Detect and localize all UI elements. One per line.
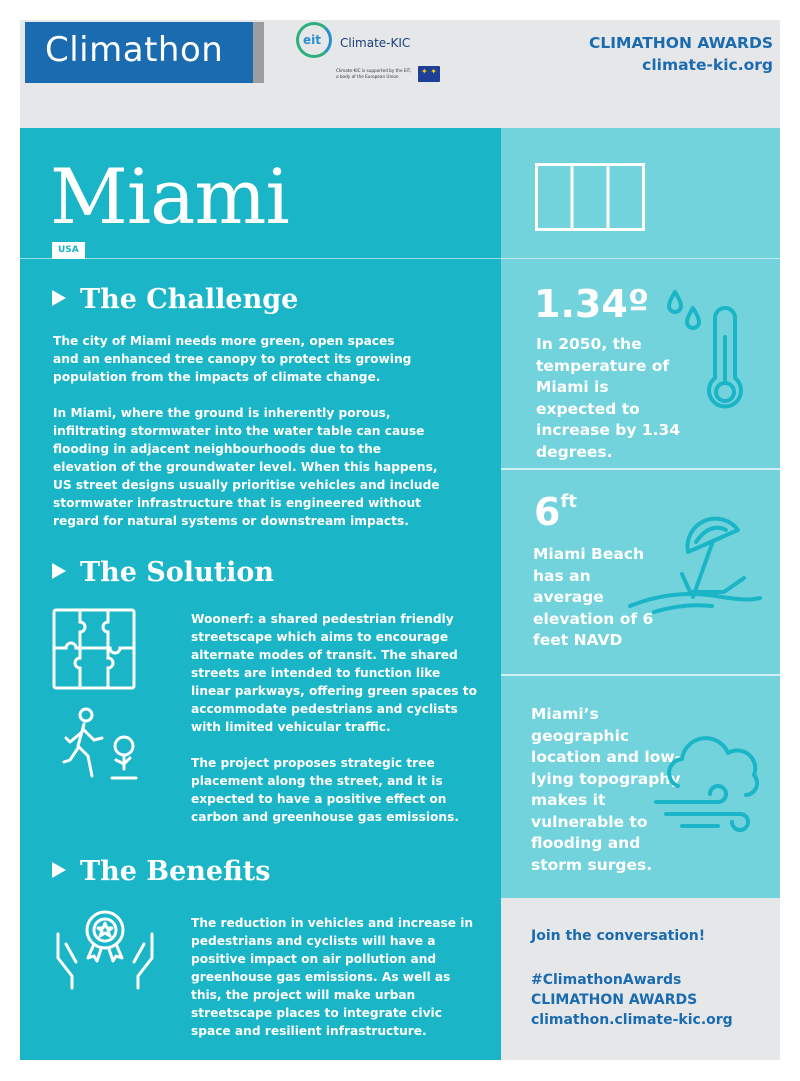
challenge-paragraph-2: In Miami, where the ground is inherently porous, infiltrating stormwater into the water table can cause flooding in adjacent neighbourhoods due to the elevation of the groundwater level. When this happens, US street designs usually prioritise vehicles and include stormwater infrastructure that is engineered without regard for natural systems or downstream impacts. xyxy=(53,406,440,528)
join-hashtag xyxy=(531,970,733,1030)
award-hands-icon xyxy=(50,904,160,990)
solution-paragraph-1: Woonerf: a shared pedestrian friendly streetscape which aims to encourage alternate modes of transit. The shared streets are intended to function like linear parkways, offering green spaces to accommodate pedestrians and cyclists with limited vehicular traffic. xyxy=(191,612,477,734)
stat-elevation-value: $6^{ft}$ xyxy=(534,490,577,534)
climathon-logo xyxy=(25,22,253,83)
header-site-link[interactable]: climate-kic.org xyxy=(642,56,773,74)
triangle-bullet-icon xyxy=(52,563,66,579)
triangle-bullet-icon xyxy=(52,290,66,306)
pedestrian-tree-icon xyxy=(62,706,142,786)
stat-elevation-text: Miami Beach has an average elevation of 6 feet NAVD xyxy=(533,545,654,649)
challenge-title: The Challenge xyxy=(52,284,298,315)
benefits-paragraph: The reduction in vehicles and increase in pedestrians and cyclists will have a positive impact on air pollution and greenhouse gas emissions. As well as this, the project will make urban streetscape places to integrate civic space and resilient infrastructure. xyxy=(191,916,474,1038)
awards-label: CLIMATHON AWARDS xyxy=(589,34,773,52)
header-awards xyxy=(589,32,773,76)
stat-temperature-text: In 2050, the temperature of Miami is expected to increase by 1.34 degrees. xyxy=(536,335,681,461)
join-title: Join the conversation! xyxy=(531,928,706,944)
logo-accent-bar xyxy=(253,22,264,83)
puzzle-icon xyxy=(52,608,136,690)
triangle-bullet-icon xyxy=(52,862,66,878)
window-icon xyxy=(535,163,645,231)
stats-divider xyxy=(501,468,780,470)
country-badge: USA xyxy=(52,242,85,259)
solution-paragraph-2: The project proposes strategic tree placement along the street, and it is expected to have a positive effect on carbon and greenhouse gas emissions. xyxy=(191,756,459,824)
challenge-paragraph-1: The city of Miami needs more green, open spaces and an enhanced tree canopy to protect its growing population from the impacts of climate change. xyxy=(53,334,412,384)
city-name: Miami xyxy=(50,152,289,241)
stat-elevation-unit: ft xyxy=(560,491,577,512)
join-label: CLIMATHON AWARDS xyxy=(531,992,698,1008)
eit-ring-icon: eit xyxy=(296,22,332,58)
divider xyxy=(20,258,780,259)
benefits-title: The Benefits xyxy=(52,856,270,887)
eu-flag-icon: ✦ ✦ xyxy=(418,66,440,82)
hashtag-link[interactable]: #ClimathonAwards xyxy=(531,972,682,988)
partner-name: Climate-KIC xyxy=(340,36,411,50)
thermometer-icon xyxy=(665,290,755,422)
eit-climate-kic-logo xyxy=(290,20,450,90)
stat-topography-text: Miami’s geographic location and low-lying topography makes it vulnerable to flooding and storm surges. xyxy=(531,705,682,874)
join-url-link[interactable]: climathon.climate-kic.org xyxy=(531,1012,733,1028)
solution-title: The Solution xyxy=(52,557,274,588)
storm-cloud-icon xyxy=(652,734,776,834)
stats-divider xyxy=(501,674,780,676)
stat-temperature-value: 1.34º xyxy=(534,282,650,326)
beach-umbrella-icon xyxy=(626,514,766,618)
partner-note: Climate-KIC is supported by the EIT, a body of the European Union xyxy=(336,68,412,79)
logo-text: Climathon xyxy=(45,30,224,70)
